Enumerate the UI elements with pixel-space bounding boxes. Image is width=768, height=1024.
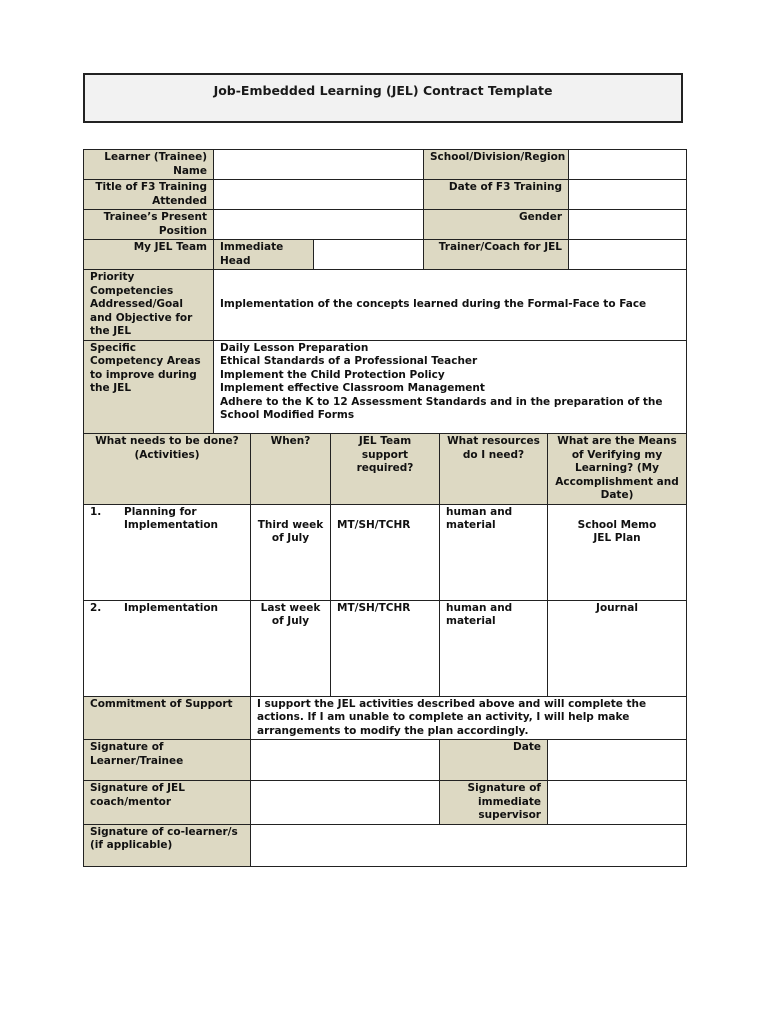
date-field[interactable] [548, 740, 687, 781]
position-label: Trainee’s Present Position [84, 210, 214, 240]
commitment-label: Commitment of Support [84, 696, 251, 740]
priority-value[interactable]: Implementation of the concepts learned during the Formal-Face to Face [214, 270, 687, 341]
priority-label: Priority Competencies Addressed/Goal and Objective for the JEL [84, 270, 214, 341]
gender-field[interactable] [569, 210, 687, 240]
header-support: JEL Team support required? [331, 434, 440, 505]
sig-coach-label: Signature of JEL coach/mentor [84, 781, 251, 825]
school-field[interactable] [569, 150, 687, 180]
mov-cell[interactable] [548, 600, 687, 696]
sig-learner-label: Signature of Learner/Trainee [84, 740, 251, 781]
immediate-head-field[interactable] [314, 240, 424, 270]
sig-coach-field[interactable] [251, 781, 440, 825]
gender-label: Gender [424, 210, 569, 240]
sig-colearner-label: Signature of co-learner/s (if applicable) [84, 824, 251, 866]
activity-cell[interactable] [84, 600, 251, 696]
mov-line: School Memo [577, 518, 657, 531]
specific-areas-list[interactable] [214, 340, 687, 437]
specific-label: Specific Competency Areas to improve during the JEL [84, 340, 214, 437]
f3-title-field[interactable] [214, 180, 424, 210]
commitment-text: I support the JEL activities described above and will complete the actions. If I am unable to complete an activity, I will help make arrangements to modify the plan accordingly. [251, 696, 687, 740]
when-cell[interactable]: Third week of July [251, 504, 331, 600]
mov-line: Journal [596, 601, 638, 614]
mov-line: JEL Plan [593, 532, 641, 544]
jel-team-label: My JEL Team [84, 240, 214, 270]
activity-text: Implementation [124, 601, 219, 614]
resources-cell[interactable]: human and material [440, 504, 548, 600]
document-title: Job-Embedded Learning (JEL) Contract Template [213, 83, 553, 98]
f3-date-label: Date of F3 Training [424, 180, 569, 210]
learner-name-label: Learner (Trainee) Name [84, 150, 214, 180]
sig-supervisor-field[interactable] [548, 781, 687, 825]
activity-number: 1. [90, 505, 102, 518]
trainer-label: Trainer/Coach for JEL [424, 240, 569, 270]
trainer-field[interactable] [569, 240, 687, 270]
title-box [83, 73, 683, 123]
date-label: Date [440, 740, 548, 781]
f3-date-field[interactable] [569, 180, 687, 210]
when-cell[interactable]: Last week of July [251, 600, 331, 696]
position-field[interactable] [214, 210, 424, 240]
specific-item: Ethical Standards of a Professional Teacher [220, 355, 478, 367]
specific-item: Implement effective Classroom Management [220, 382, 485, 394]
support-cell[interactable]: MT/SH/TCHR [331, 504, 440, 600]
mov-cell[interactable] [548, 504, 687, 600]
learner-name-field[interactable] [214, 150, 424, 180]
sig-learner-field[interactable] [251, 740, 440, 781]
jel-plan-table [83, 433, 687, 867]
specific-item: Daily Lesson Preparation [220, 341, 369, 354]
header-activities: What needs to be done? (Activities) [84, 434, 251, 505]
resources-cell[interactable]: human and material [440, 600, 548, 696]
header-means-of-verification: What are the Means of Verifying my Learning? (My Accomplishment and Date) [548, 434, 687, 505]
activity-cell[interactable] [84, 504, 251, 600]
sig-colearner-field[interactable] [251, 824, 687, 866]
support-cell[interactable]: MT/SH/TCHR [331, 600, 440, 696]
f3-title-label: Title of F3 Training Attended [84, 180, 214, 210]
header-resources: What resources do I need? [440, 434, 548, 505]
activity-text: Planning for Implementation [124, 505, 219, 531]
activity-number: 2. [90, 601, 102, 614]
immediate-head-label: Immediate Head [214, 240, 314, 270]
specific-item: Adhere to the K to 12 Assessment Standards and in the preparation of the School Modified Forms [220, 395, 663, 421]
sig-supervisor-label: Signature of immediate supervisor [440, 781, 548, 825]
header-when: When? [251, 434, 331, 505]
school-label: School/Division/Region [424, 150, 569, 180]
specific-item: Implement the Child Protection Policy [220, 368, 445, 381]
trainee-info-table [83, 149, 687, 438]
